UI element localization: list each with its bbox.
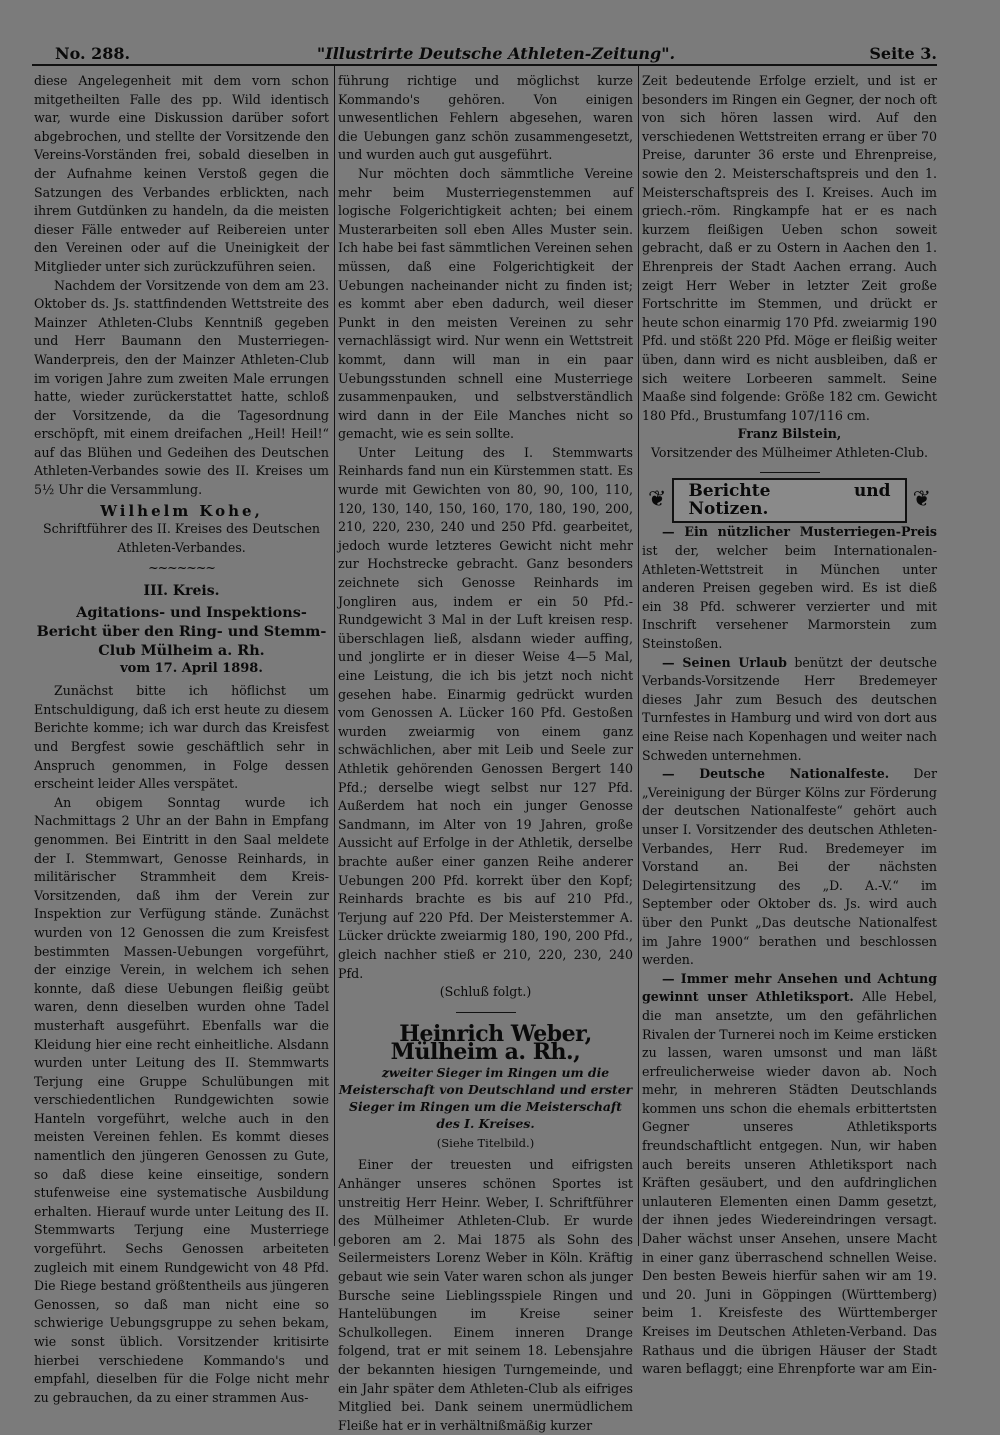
section-date: vom 17. April 1898. xyxy=(120,660,263,676)
news-item xyxy=(642,765,937,970)
signature-role: Schriftführer des II. Kreises des Deutschen Athleten-Verbandes. xyxy=(42,521,321,555)
signature-name: Franz Bilstein, xyxy=(737,426,842,442)
news-item xyxy=(642,523,937,653)
divider-rule xyxy=(760,472,820,473)
column-2 xyxy=(338,72,633,1433)
paragraph: führung richtige und möglichst kurze Kommando's gehören. Von einigen unwesentlichen Fehlern abgesehen, waren die Uebungen ganz schön zusammengesetzt, und wurden auch gut ausgeführt. xyxy=(338,73,633,163)
news-item-text: benützt der deutsche Verbands-Vorsitzende Herr Bredemeyer dieses Jahr zum Besuch des deutschen Turnfestes in Hamburg und wird von dort aus eine Reise nach Kopenhagen und weiter nach Schweden unternehmen. xyxy=(642,654,937,763)
biography-note: (Siehe Titelbild.) xyxy=(436,1135,535,1150)
paragraph: Zunächst bitte ich höflichst um Entschuldigung, daß ich erst heute zu diesem Berichte komme; ich war durch das Kreisfest und Bergfest sowie geschäftlich sehr in Anspruch genommen, in Folge dessen erscheint leider Alles verspätet. xyxy=(34,683,329,792)
news-item xyxy=(642,970,937,1379)
section-title: Agitations- und Inspektions-Bericht über den Ring- und Stemm-Club Mülheim a. Rh. xyxy=(36,603,327,659)
district-heading: III. Kreis. xyxy=(143,583,220,600)
news-item-heading: — Immer mehr Ansehen und Achtung gewinnt unser Athletiksport. xyxy=(642,970,937,1005)
paragraph: Nachdem der Vorsitzende von dem am 23. Oktober ds. Js. stattfindenden Wettstreite des Mainzer Athleten-Clubs Kenntniß gegeben und Herr Baumann den Musterriegen-Wanderpreis, den der Mainzer Athleten-Club im vorigen Jahre zum zweiten Male errungen hatte, wieder zurückerstattet hatte, schloß der Vorsitzende, da die Tagesordnung erschöpft, mit einem dreifachen „Heil! Heil!“ auf das Blühen und Gedeihen des Deutschen Athleten-Verbandes sowie des II. Kreises um 5½ Uhr die Versammlung. xyxy=(34,277,329,498)
header-rule xyxy=(32,64,937,66)
divider-rule xyxy=(456,1012,516,1013)
column-3 xyxy=(642,72,937,1377)
signature-name: Wilhelm Kohe, xyxy=(100,501,263,520)
news-item-heading: — Deutsche Nationalfeste. xyxy=(662,766,890,782)
news-item-heading: — Seinen Urlaub xyxy=(662,654,787,670)
newspaper-title: "Illustrirte Deutsche Athleten-Zeitung". xyxy=(316,44,676,63)
page-number: Seite 3. xyxy=(869,44,937,63)
ornament-icon: ❦ xyxy=(648,487,667,513)
signature-role: Vorsitzender des Mülheimer Athleten-Club. xyxy=(650,444,929,460)
biography-subtitle: zweiter Sieger im Ringen um die Meisterschaft von Deutschland und erster Sieger im Ringen um die Meisterschaft des I. Kreises. xyxy=(338,1064,633,1131)
issue-number: No. 288. xyxy=(55,44,131,63)
column-1 xyxy=(34,72,329,1405)
biography-title: Heinrich Weber, Mülheim a. Rh., xyxy=(390,1020,592,1066)
continued-note: (Schluß folgt.) xyxy=(439,984,532,1000)
paragraph: Zeit bedeutende Erfolge erzielt, und ist er besonders im Ringen ein Gegner, der noch oft von sich hören lassen wird. Auf den verschiedenen Wettstreiten errang er über 70 Preise, darunter 36 erste und Ehrenpreise, sowie den 2. Meisterschaftspreis und den 1. Meisterschaftspreis des I. Kreises. Auch im griech.-röm. Ringkampfe hat er es nach kurzem fleißigen Ueben schon soweit gebracht, daß er zu Ostern in Aachen den 1. Ehrenpreis der Stadt Aachen errang. Auch zeigt Herr Weber in letzter Zeit große Fortschritte im Stemmen, und drückt er heute schon einarmig 170 Pfd. zweiarmig 190 Pfd. und stößt 220 Pfd. Möge er fleißig weiter üben, dann wird es nicht ausbleiben, daß er sich weitere Lorbeeren sammelt. Seine Maaße sind folgende: Größe 182 cm. Gewicht 180 Pfd., Brustumfang 107/116 cm. xyxy=(642,73,937,423)
news-item-text: ist der, welcher beim Internationalen-Athleten-Wettstreit in München unter anderen Preisen gegeben wird. Es ist dieß ein 38 Pfd. schwerer verzierter und mit Inschrift versehener Marmorstein zum Steinstoßen. xyxy=(642,543,937,652)
section-banner xyxy=(642,480,937,520)
news-item-text: Alle Hebel, die man ansetzte, um den gefährlichen Rivalen der Turnerei noch im Keime ersticken zu lassen, waren umsonst und man läßt erfreulicherweise wieder davon ab. Noch mehr, in mehreren Städten Deutschlands kommen uns schon die ehemals erbittertsten Gegner unseres Athletiksports freundschaftlicht entgegen. Nun, wir haben auch bereits unseren Athletiksport nach Kräften gesäubert, und den aufdringlichen unlauteren Elementen einen Damm gesetzt, der ihnen jedes Wiedereindringen versagt. Daher wächst unser Ansehen, unsere Macht in einer ganz überraschend schnellen Weise. Den besten Beweis hierfür sahen wir am 19. und 20. Juni in Göppingen (Württemberg) beim 1. Kreisfeste des Württemberger Kreises im Deutschen Athleten-Verband. Das Rathaus und die übrigen Häuser der Stadt waren beflaggt; eine Ehrenpforte war am Ein- xyxy=(642,989,937,1377)
banner-title: Berichte und Notizen. xyxy=(672,478,906,523)
divider-ornament: ~~~~~~~ xyxy=(148,560,215,576)
news-item xyxy=(642,654,937,766)
column-divider xyxy=(638,66,639,1246)
page-header xyxy=(55,44,937,66)
news-item-heading: — Ein nützlicher Musterriegen-Preis xyxy=(662,524,937,540)
column-divider xyxy=(334,66,335,1246)
paragraph: Einer der treuesten und eifrigsten Anhänger unseres schönen Sportes ist unstreitig Herr Heinr. Weber, I. Schriftführer des Mülheimer Athleten-Club. Er wurde geboren am 2. Mai 1875 als Sohn des Seilermeisters Lorenz Weber in Köln. Kräftig gebaut wie sein Vater waren schon als junger Bursche seine Lieblingsspiele Ringen und Hantelübungen im Kreise seiner Schulkollegen. Einem inneren Drange folgend, trat er mit seinem 18. Lebensjahre der bekannten hiesigen Turngemeinde, und ein Jahr später dem Athleten-Club als eifriges Mitglied bei. Dank seinem unermüdlichem Fleiße hat er in verhältnißmäßig kurzer xyxy=(338,1157,633,1433)
paragraph: Nur möchten doch sämmtliche Vereine mehr beim Musterriegenstemmen auf logische Folgerichtigkeit achten; bei einem Musterarbeiten soll eben Alles Muster sein. Ich habe bei fast sämmtlichen Vereinen sehen müssen, daß eine Folgerichtigkeit der Uebungen nacheinander nicht zu finden ist; es kommt aber eben dadurch, weil dieser Punkt in den meisten Vereinen zu sehr vernachlässigt wird. Nur wenn ein Wettstreit kommt, dann will man in ein paar Uebungsstunden schnell eine Musterriege zusammenpauken, und selbstverständlich wird dann in der Eile Manches nicht so gemacht, wie es sein sollte. xyxy=(338,165,633,442)
news-item-text: Der „Vereinigung der Bürger Kölns zur Förderung der deutschen Nationalfeste“ gehört auch unser I. Vorsitzender des deutschen Athleten-Verbandes, Herr Rud. Bredemeyer im Vorstand an. Bei der nächsten Delegirtensitzung des „D. A.-V.“ im September oder Oktober ds. Js. wird auch über den Punkt „Das deutsche Nationalfest im Jahre 1900“ berathen und beschlossen werden. xyxy=(642,766,937,968)
ornament-icon: ❦ xyxy=(912,487,931,513)
paragraph: An obigem Sonntag wurde ich Nachmittags 2 Uhr an der Bahn in Empfang genommen. Bei Eintritt in den Saal meldete der I. Stemmwart, Genosse Reinhards, in militärischer Strammheit dem Kreis-Vorsitzenden, daß ihm der Verein zur Inspektion zur Verfügung stände. Zunächst wurden von 12 Genossen die zum Kreisfest bestimmten Massen-Uebungen vorgeführt, der einzige Verein, in welchem ich sehen konnte, daß diese Uebungen fleißig geübt waren, denn dieselben wurden ohne Tadel musterhaft ausgeführt. Ebenfalls war die Kleidung hier eine recht einheitliche. Alsdann wurden unter Leitung des II. Stemmwarts Terjung eine Gruppe Schulübungen mit verschiedentlichen Rundgewichten sowie Hanteln vorgeführt, welche auch in den meisten Vereinen fehlen. Es kommt dieses namentlich den jüngeren Genossen zu Gute, so daß diese keine einseitige, sondern stufenweise eine systematische Ausbildung erhalten. Hierauf wurde unter Leitung des II. Stemmwarts Terjung eine Musterriege vorgeführt. Sechs Genossen arbeiteten zugleich mit einem Rundgewicht von 48 Pfd. Die Riege bestand größtentheils aus jüngeren Genossen, so daß man nicht eine so schwierige Uebungsgruppe zu sehen bekam, wie sonst üblich. Vorsitzender kritisirte hierbei verschiedene Kommando's und empfahl, dieselben für die Folge nicht mehr zu gebrauchen, da zu einer strammen Aus- xyxy=(34,794,329,1405)
paragraph: diese Angelegenheit mit dem vorn schon mitgetheilten Falle des pp. Wild identisch war, wurde eine Diskussion darüber sofort abgebrochen, und stellte der Vorsitzende den Vereins-Vorständen frei, sobald dieselben in der Aufnahme keinen Verstoß gegen die Satzungen des Verbandes erblickten, nach ihrem Gutdünken zu handeln, da die meisten dieser Fälle entweder auf Reibereien unter den Vereinen oder auf die Uneinigkeit der Mitglieder unter sich zurückzuführen seien. xyxy=(34,73,329,274)
paragraph: Unter Leitung des I. Stemmwarts Reinhards fand nun ein Kürstemmen statt. Es wurde mit Gewichten von 80, 90, 100, 110, 120, 130, 140, 150, 160, 170, 180, 190, 200, 210, 220, 230, 240 und 250 Pfd. gearbeitet, jedoch wurde letzteres Gewicht nicht mehr zur Hochstrecke gebracht. Ganz besonders zeichnete sich Genosse Reinhards im Jongliren aus, indem er ein 50 Pfd.-Rundgewicht 3 Mal in der Luft kreisen resp. überschlagen ließ, alsdann wieder auffing, und jonglirte er in dieser Weise 4—5 Mal, eine Leistung, die ich bis jetzt noch nicht gesehen habe. Einarmig gedrückt wurden vom Genossen A. Lücker 160 Pfd. Gestoßen wurden zweiarmig von einem ganz schwächlichen, aber mit Leib und Seele zur Athletik gehörenden Genossen Bergert 140 Pfd.; derselbe wiegt selbst nur 127 Pfd. Außerdem hat noch ein junger Genosse Sandmann, im Alter von 19 Jahren, große Aussicht auf Erfolge in der Athletik, derselbe brachte außer einer ganzen Reihe anderer Uebungen 200 Pfd. korrekt über den Kopf; Reinhards brachte es bis auf 210 Pfd., Terjung auf 220 Pfd. Der Meisterstemmer A. Lücker drückte zweiarmig 180, 190, 200 Pfd., gleich nachher stieß er 210, 220, 230, 240 Pfd. xyxy=(338,444,633,981)
